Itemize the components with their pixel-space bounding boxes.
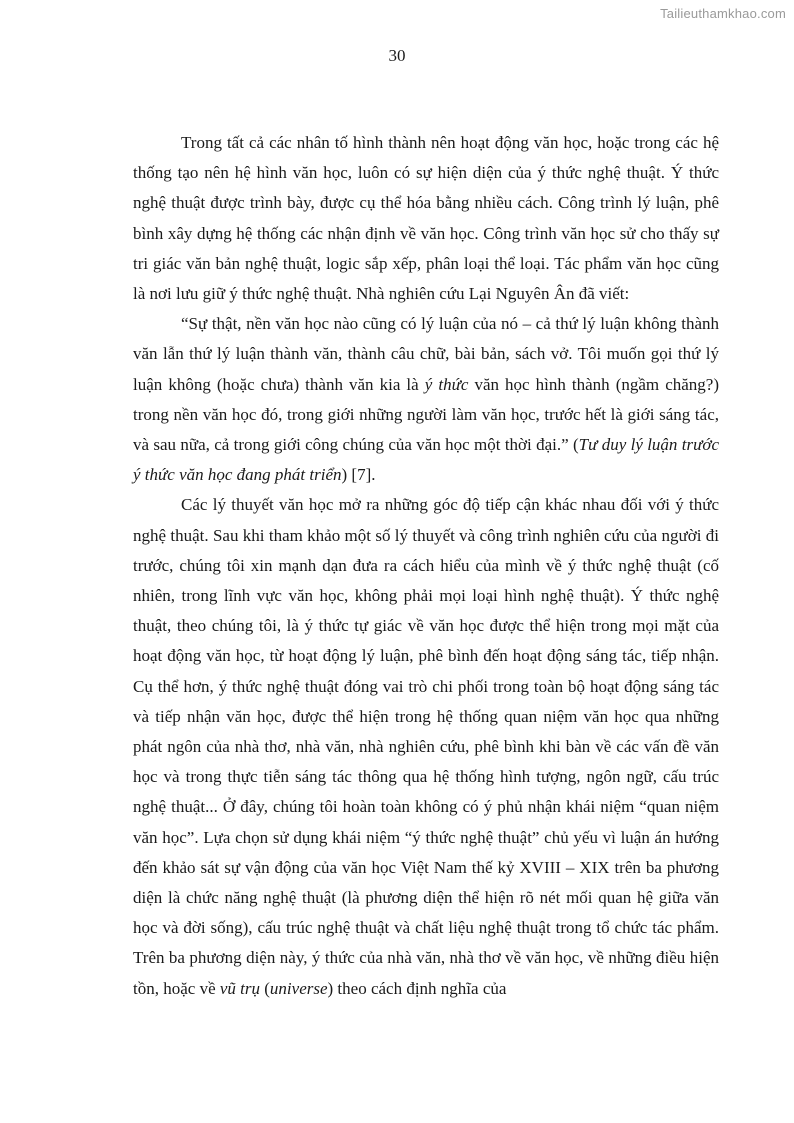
paragraph-1 — [133, 128, 719, 309]
italic-term-universe: universe — [269, 978, 328, 998]
paragraph-3-text-3: ) theo cách định nghĩa của — [327, 978, 507, 998]
quote-text-1: “Sự thật, nền văn học nào cũng có lý luận của nó – cả thứ lý luận không thành văn lẫn thứ lý luận thành văn, thành câu chữ, bài bản, sách vở. Tôi muốn gọi thứ lý luận không (hoặc chưa) thành văn kia là — [133, 314, 719, 394]
paragraph-1-text: Trong tất cả các nhân tố hình thành nên hoạt động văn học, hoặc trong các hệ thống tạo nên hệ hình văn học, luôn có sự hiện diện của ý thức nghệ thuật. Ý thức nghệ thuật được trình bày, được cụ thể hóa bằng nhiều cách. Công trình lý luận, phê bình xây dựng hệ thống các nhận định về văn học. Công trình văn học sử cho thấy sự tri giác văn bản nghệ thuật, logic sắp xếp, phân loại thể loại. Tác phẩm văn học cũng là nơi lưu giữ ý thức nghệ thuật. Nhà nghiên cứu Lại Nguyên Ân đã viết: — [133, 133, 719, 304]
quote-italic-term: ý thức — [424, 374, 469, 394]
watermark: Tailieuthamkhao.com — [660, 6, 786, 21]
page-number: 30 — [388, 46, 406, 65]
cited-work-title: Tư duy lý luận trước ý thức văn học đang phát triển — [133, 435, 719, 485]
paragraph-3-text-2: ( — [260, 978, 270, 998]
paragraph-2-quote — [133, 309, 719, 490]
paragraph-3-text-1: Các lý thuyết văn học mở ra những góc độ tiếp cận khác nhau đối với ý thức nghệ thuật. Sau khi tham khảo một số lý thuyết và công trình nghiên cứu của người đi trước, chúng tôi xin mạnh dạn đưa ra cách hiểu của mình về ý thức nghệ thuật (cố nhiên, trong lĩnh vực văn học, không phải mọi loại hình nghệ thuật). Ý thức nghệ thuật, theo chúng tôi, là ý thức tự giác về văn học được thể hiện trong mọi mặt của hoạt động văn học, từ hoạt động lý luận, phê bình đến hoạt động sáng tác, tiếp nhận. Cụ thể hơn, ý thức nghệ thuật đóng vai trò chi phối trong toàn bộ hoạt động sáng tác và tiếp nhận văn học, được thể hiện trong hệ thống quan niệm văn học qua những phát ngôn của nhà thơ, nhà văn, nhà nghiên cứu, phê bình khi bàn về các vấn đề văn học và trong thực tiễn sáng tác thông qua hệ thống hình tượng, ngôn ngữ, cấu trúc nghệ thuật... Ở đây, chúng tôi hoàn toàn không có ý phủ nhận khái niệm “quan niệm văn học”. Lựa chọn sử dụng khái niệm “ý thức nghệ thuật” chủ yếu vì luận án hướng đến khảo sát sự vận động của văn học Việt Nam thế kỷ XVIII – XIX trên ba phương diện là chức năng nghệ thuật (là phương diện thể hiện rõ nét mối quan hệ giữa văn học và đời sống), cấu trúc nghệ thuật và chất liệu nghệ thuật trong tổ chức tác phẩm. Trên ba phương diện này, ý thức của nhà văn, nhà thơ về văn học, về những điều hiện tồn, hoặc về — [133, 495, 719, 998]
paragraph-3 — [133, 490, 719, 1003]
citation-reference: ) [7]. — [341, 465, 376, 485]
italic-term-vu-tru: vũ trụ — [219, 978, 260, 998]
quote-text-2: văn học hình thành (ngầm chăng?) trong nền văn học đó, trong giới những người làm văn học, trước hết là giới sáng tác, và sau nữa, cả trong giới công chúng của văn học một thời đại.” ( — [133, 374, 720, 455]
body-text — [133, 128, 719, 1004]
